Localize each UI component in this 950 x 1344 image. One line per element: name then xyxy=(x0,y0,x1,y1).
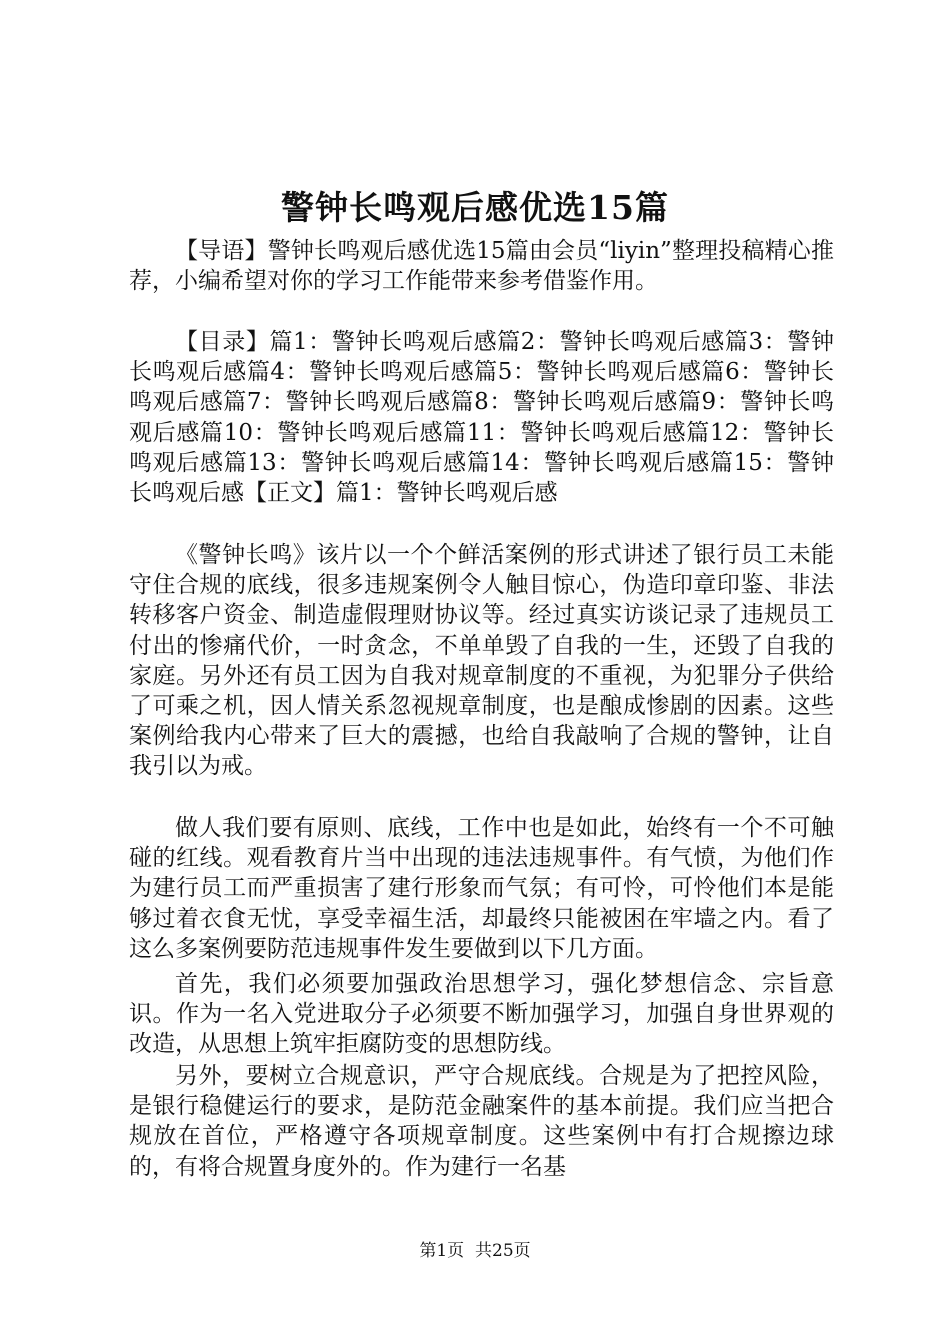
body-paragraph-3: 首先，我们必须要加强政治思想学习，强化梦想信念、宗旨意识。作为一名入党进取分子必须要不断加强学习，加强自身世界观的改造，从思想上筑牢拒腐防变的思想防线。 xyxy=(129,971,834,1058)
page-number: 第1页 xyxy=(419,1241,465,1261)
page-total: 共25页 xyxy=(475,1241,531,1261)
body-paragraph-2: 做人我们要有原则、底线，工作中也是如此，始终有一个不可触碰的红线。观看教育片当中出现的违法违规事件。有气愤，为他们作为建行员工而严重损害了建行形象而气氛；有可怜，可怜他们本是能够过着衣食无忧，享受幸福生活，却最终只能被困在牢墙之内。看了这么多案例要防范违规事件发生要做到以下几方面。 xyxy=(129,815,834,962)
body-paragraph-1: 《警钟长鸣》该片以一个个鲜活案例的形式讲述了银行员工未能守住合规的底线，很多违规案例令人触目惊心，伪造印章印鉴、非法转移客户资金、制造虚假理财协议等。经过真实访谈记录了违规员工付出的惨痛代价，一时贪念，不单单毁了自我的一生，还毁了自我的家庭。另外还有员工因为自我对规章制度的不重视，为犯罪分子供给了可乘之机，因人情关系忽视规章制度，也是酿成惨剧的因素。这些案例给我内心带来了巨大的震撼，也给自我敲响了合规的警钟，让自我引以为戒。 xyxy=(129,542,834,780)
intro-paragraph: 【导语】警钟长鸣观后感优选15篇由会员“liyin”整理投稿精心推荐，小编希望对你的学习工作能带来参考借鉴作用。 xyxy=(129,238,834,295)
page-footer xyxy=(0,1240,950,1262)
table-of-contents: 【目录】篇1：警钟长鸣观后感篇2：警钟长鸣观后感篇3：警钟长鸣观后感篇4：警钟长鸣观后感篇5：警钟长鸣观后感篇6：警钟长鸣观后感篇7：警钟长鸣观后感篇8：警钟长鸣观后感篇9：警钟长鸣观后感篇10：警钟长鸣观后感篇11：警钟长鸣观后感篇12：警钟长鸣观后感篇13：警钟长鸣观后感篇14：警钟长鸣观后感篇15：警钟长鸣观后感【正文】篇1：警钟长鸣观后感 xyxy=(129,329,834,507)
body-paragraph-4: 另外，要树立合规意识，严守合规底线。合规是为了把控风险，是银行稳健运行的要求，是防范金融案件的基本前提。我们应当把合规放在首位，严格遵守各项规章制度。这些案例中有打合规擦边球的，有将合规置身度外的。作为建行一名基 xyxy=(129,1063,834,1180)
document-title: 警钟长鸣观后感优选15篇 xyxy=(281,188,669,227)
